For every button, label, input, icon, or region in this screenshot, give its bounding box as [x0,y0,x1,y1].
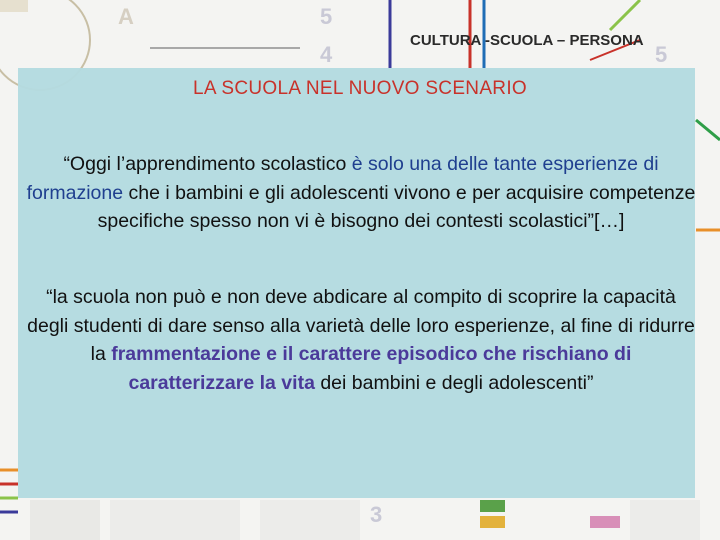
header-title [410,32,710,49]
svg-text:5: 5 [655,42,668,67]
quote2-text-a: “la scuola non può e non deve abdicare al compito di scoprire la capacità degli studenti di dare senso alla varietà delle loro esperienze, al fine di ridurre la [27,286,695,365]
header-title-part1: CULTURA [410,32,481,49]
quote-scuola-compito [26,283,696,397]
svg-text:3: 3 [370,502,383,527]
header-title-part2: -SCUOLA – PERSONA [480,32,644,49]
quote-oggi-apprendimento [26,150,696,236]
svg-text:5: 5 [320,4,333,29]
svg-text:4: 4 [320,42,333,67]
quote1-text-a: “Oggi l’apprendimento scolastico [63,153,352,175]
svg-text:A: A [118,4,134,29]
slide-title: LA SCUOLA NEL NUOVO SCENARIO [193,78,527,99]
quote1-highlight: è solo una delle tante esperienze di formazione [26,153,659,204]
quote2-highlight: frammentazione e il carattere episodico che rischiano di caratterizzare la vita [111,343,632,394]
quote1-text-c: che i bambini e gli adolescenti vivono e per acquisire competenze specifiche spesso non vi è bisogno dei contesti scolastici”[…] [97,181,696,232]
quote2-text-c: dei bambini e degli adolescenti” [314,371,594,394]
